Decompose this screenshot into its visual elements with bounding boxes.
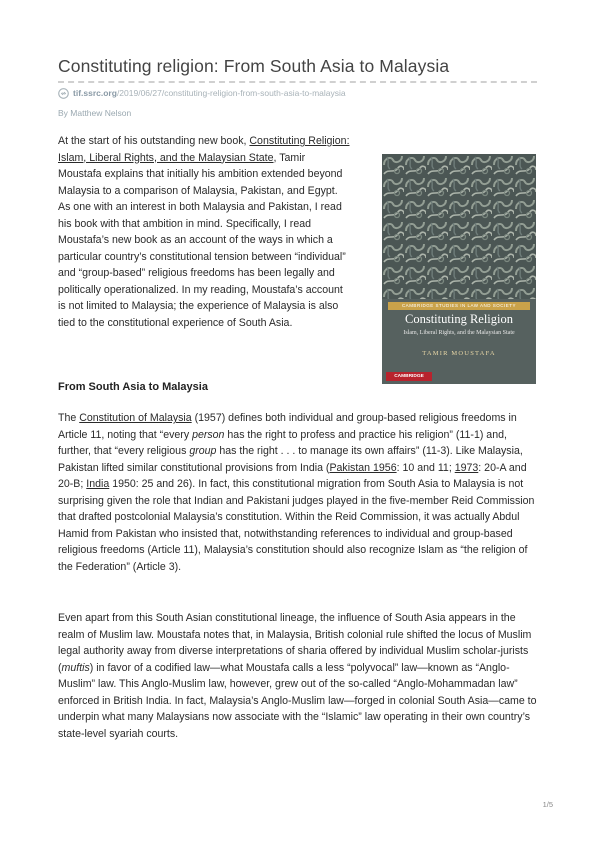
book-cover bbox=[382, 154, 536, 384]
cover-series: CAMBRIDGE STUDIES IN LAW AND SOCIETY bbox=[388, 302, 530, 310]
page-title: Constituting religion: From South Asia to Malaysia bbox=[58, 56, 450, 76]
body-paragraph-3: Even apart from this South Asian constitutional lineage, the influence of South Asia appears in the realm of Muslim law. Moustafa notes that, in Malaysia, British colonial rule shifted the locus of Muslim legal authority away from diverse interpretations of sharia offered by individual Muslim scholar-jurists (muftis) in favor of a codified law—what Moustafa calls a less “polyvocal” law—known as “Anglo-Muslim” law. This Anglo-Muslim law, however, grew out of the so-called “Anglo-Mohammadan law” enforced in British India. In fact, Malaysia’s Anglo-Muslim law—forged in colonial South Asia—came to underpin what many Malaysians now associate with the “Islamic” law operating in their own country’s state-level syariah courts. bbox=[58, 612, 537, 740]
book-link[interactable]: Constituting Religion: Islam, Liberal Rights, and the Malaysian State bbox=[58, 135, 350, 164]
byline: By Matthew Nelson bbox=[58, 108, 132, 118]
section-heading: From South Asia to Malaysia bbox=[58, 381, 208, 393]
cover-title: Constituting Religion bbox=[405, 312, 513, 326]
source-url[interactable] bbox=[58, 86, 538, 100]
cover-arabesque-art bbox=[382, 154, 536, 299]
intro-paragraph: At the start of his outstanding new book, Constituting Religion: Islam, Liberal Rights, and the Malaysian State, Tamir Moustafa explains that initially his ambition extended beyond Malaysia to a comparison of Malaysia, Pakistan, and Egypt. As one with an interest in both Malaysia and Pakistan, I read his book with that ambition in mind. Specifically, I read Moustafa’s new book as an account of the ways in which a particular country’s constitutional tension between “individual” and “group-based” religious freedoms has been legally and politically operationalized. In my reading, Moustafa’s account is not limited to Malaysia; the experience of Malaysia is also tied to the constitutional experience of South Asia. bbox=[58, 135, 350, 329]
pakistan-1956-link[interactable]: Pakistan 1956 bbox=[329, 461, 397, 474]
cover-subtitle: Islam, Liberal Rights, and the Malaysian State bbox=[403, 330, 515, 336]
link-icon bbox=[58, 88, 69, 99]
cover-publisher-logo: CAMBRIDGE bbox=[386, 372, 432, 381]
cover-author: TAMIR MOUSTAFA bbox=[422, 350, 496, 357]
source-path[interactable]: /2019/06/27/constituting-religion-from-south-asia-to-malaysia bbox=[116, 88, 346, 98]
page-number: 1/5 bbox=[542, 800, 553, 809]
pakistan-1973-link[interactable]: 1973 bbox=[454, 461, 479, 474]
source-domain[interactable]: tif.ssrc.org bbox=[73, 88, 117, 98]
title-divider bbox=[58, 81, 537, 83]
india-constitution-link[interactable]: India bbox=[86, 478, 110, 490]
constitution-malaysia-link[interactable]: Constitution of Malaysia bbox=[79, 412, 192, 424]
body-paragraph-2: The Constitution of Malaysia (1957) defines both individual and group-based religious freedoms in Article 11, noting that “every person has the right to profess and practice his religion” (11-1) and, further, that “every religious group has the right . . . to manage its own affairs” (11-3). Like Malaysia, Pakistan lifted similar constitutional provisions from India (Pakistan 1956: 10 and 11; 1973: 20-A and 20-B; India 1950: 25 and 26). In fact, this constitutional migration from South Asia to Malaysia is not surprising given the role that Indian and Pakistani judges played in the five-member Reid Commission that drafted postcolonial Malaysia’s constitution. Within the Reid Commission, it was actually Abdul Hamid from Pakistan who insisted that, notwithstanding references to individual and group-based religious freedoms (Article 11), Malaysia’s constitution should also recognize Islam as “the religion of the Federation” (Article 3). bbox=[58, 412, 535, 573]
